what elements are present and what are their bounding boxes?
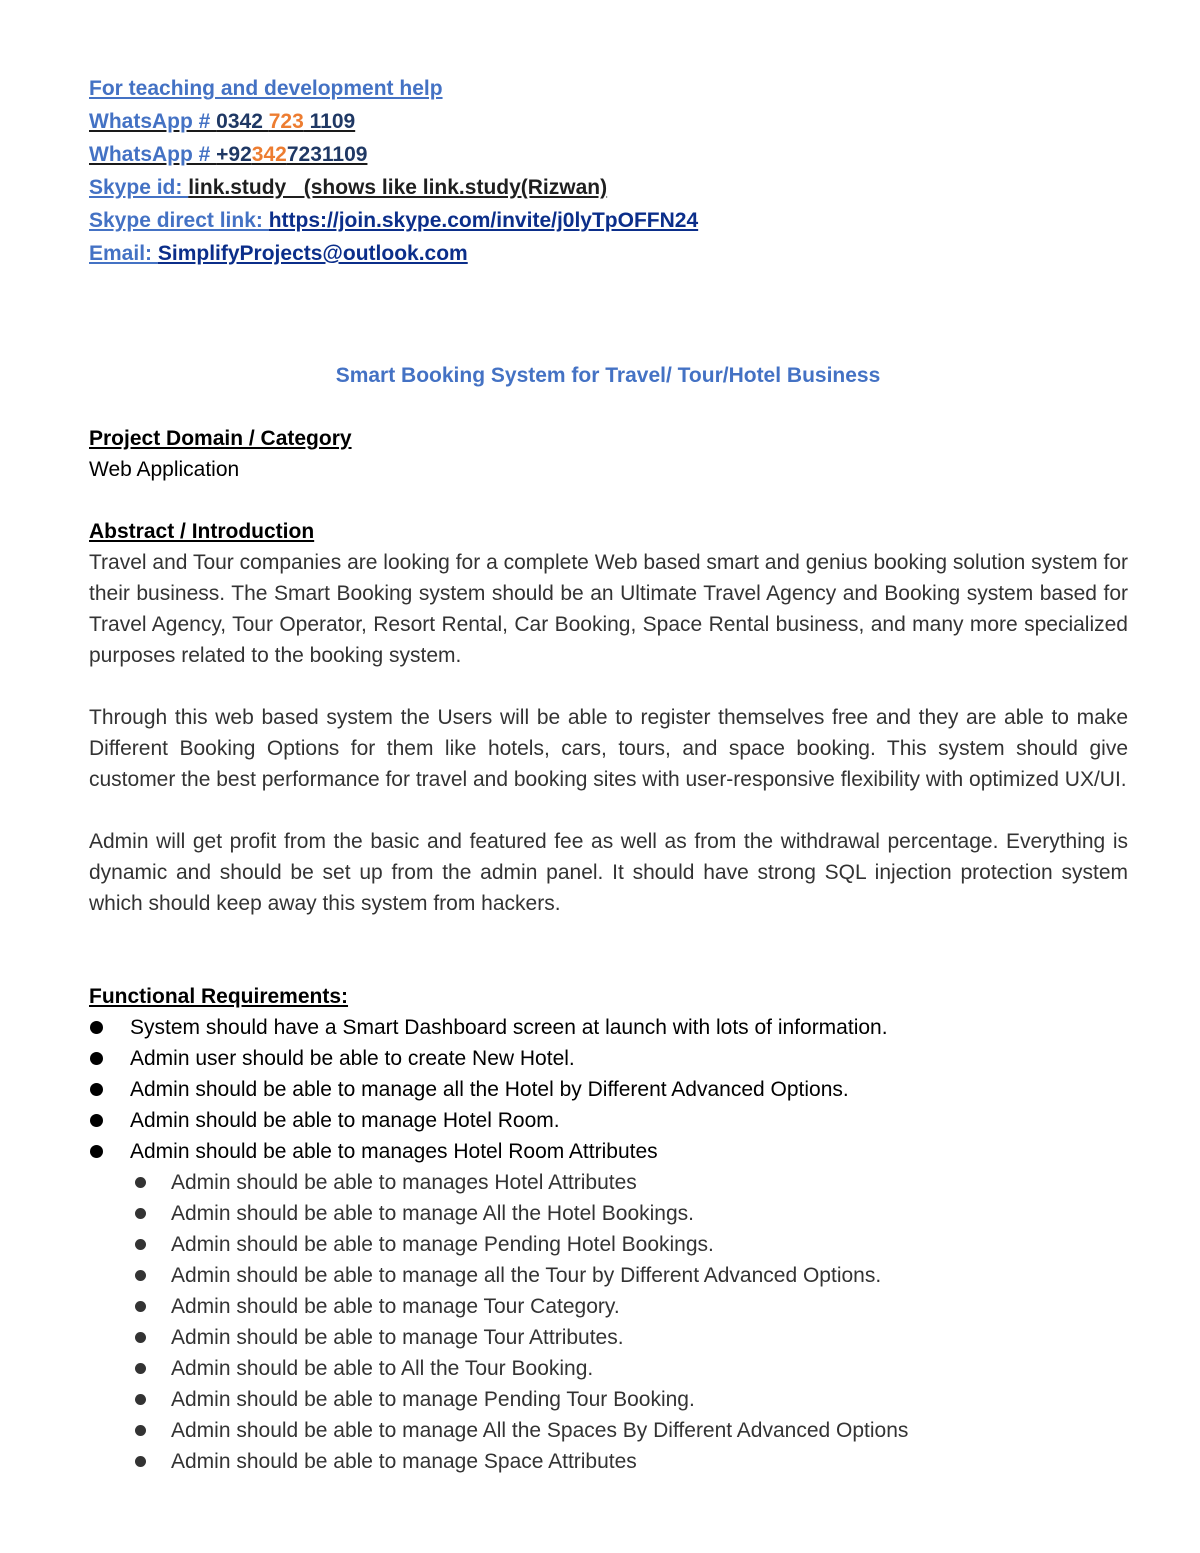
list-item: Admin should be able to manage all the Hotel by Different Advanced Options.	[89, 1074, 1128, 1105]
list-item: Admin should be able to manages Hotel Attributes	[89, 1167, 1128, 1198]
sub-requirements-list	[89, 1167, 1128, 1477]
list-item: Admin user should be able to create New Hotel.	[89, 1043, 1128, 1074]
domain-value: Web Application	[89, 458, 240, 481]
whatsapp-number-part: 1109	[303, 110, 356, 133]
bullet-icon	[135, 1270, 146, 1281]
functional-requirements-heading: Functional Requirements:	[89, 985, 349, 1008]
list-item: Admin should be able to manage Hotel Room.	[89, 1105, 1128, 1136]
bullet-icon	[135, 1208, 146, 1219]
list-item: Admin should be able to manage Space Attributes	[89, 1446, 1128, 1477]
bullet-icon	[135, 1177, 146, 1188]
bullet-icon	[90, 1052, 103, 1065]
whatsapp-number-part: 0342	[216, 110, 269, 133]
document-title: Smart Booking System for Travel/ Tour/Hotel Business	[335, 364, 881, 387]
list-item: Admin should be able to manage Pending Tour Booking.	[89, 1384, 1128, 1415]
list-item: System should have a Smart Dashboard screen at launch with lots of information.	[89, 1012, 1128, 1043]
bullet-icon	[90, 1083, 103, 1096]
list-item: Admin should be able to manage Tour Attributes.	[89, 1322, 1128, 1353]
whatsapp-number-part: 723	[268, 110, 304, 133]
bullet-icon	[135, 1332, 146, 1343]
whatsapp-number-part: 342	[251, 143, 287, 166]
bullet-icon	[135, 1363, 146, 1374]
list-item: Admin should be able to manage all the Tour by Different Advanced Options.	[89, 1260, 1128, 1291]
whatsapp-label: WhatsApp #	[89, 110, 217, 133]
bullet-icon	[90, 1114, 103, 1127]
abstract-paragraph: Through this web based system the Users will be able to register themselves free and they are able to make Different Booking Options for them like hotels, cars, tours, and space booking. This system should give customer the best performance for travel and booking sites with user-responsive flexibility with optimized UX/UI.	[89, 706, 1128, 791]
list-item: Admin should be able to manage All the Spaces By Different Advanced Options	[89, 1415, 1128, 1446]
whatsapp-label: WhatsApp #	[89, 143, 217, 166]
list-item: Admin should be able to manage All the Hotel Bookings.	[89, 1198, 1128, 1229]
abstract-paragraph: Admin will get profit from the basic and featured fee as well as from the withdrawal percentage. Everything is dynamic and should be set up from the admin panel. It should have strong SQL injection protection system which should keep away this system from hackers.	[89, 830, 1128, 915]
skype-link-label: Skype direct link:	[89, 209, 269, 232]
contact-block	[89, 74, 698, 272]
list-item: Admin should be able to manage Pending Hotel Bookings.	[89, 1229, 1128, 1260]
skype-id-label: Skype id:	[89, 176, 189, 199]
list-item: Admin should be able to manages Hotel Room Attributes	[89, 1136, 1128, 1167]
bullet-icon	[135, 1394, 146, 1405]
list-item: Admin should be able to manage Tour Category.	[89, 1291, 1128, 1322]
abstract-heading: Abstract / Introduction	[89, 520, 315, 543]
abstract-paragraph: Travel and Tour companies are looking for a complete Web based smart and genius booking solution system for their business. The Smart Booking system should be an Ultimate Travel Agency and Booking system based for Travel Agency, Tour Operator, Resort Rental, Car Booking, Space Rental business, and many more specialized purposes related to the booking system.	[89, 551, 1128, 667]
bullet-icon	[90, 1021, 103, 1034]
skype-invite-link[interactable]: https://join.skype.com/invite/j0lyTpOFFN24	[268, 209, 699, 232]
email-link[interactable]: SimplifyProjects@outlook.com	[157, 242, 468, 265]
requirements-list	[89, 1012, 1128, 1167]
list-item: Admin should be able to All the Tour Booking.	[89, 1353, 1128, 1384]
domain-heading: Project Domain / Category	[89, 427, 352, 450]
whatsapp-number-part: +92	[216, 143, 252, 166]
bullet-icon	[135, 1425, 146, 1436]
bullet-icon	[135, 1301, 146, 1312]
skype-id-line	[89, 173, 698, 206]
bullet-icon	[90, 1145, 103, 1158]
whatsapp-line-2	[89, 140, 698, 173]
whatsapp-number-part: 7231109	[286, 143, 368, 166]
teaching-help-line: For teaching and development help	[89, 77, 443, 100]
skype-link-line	[89, 206, 698, 239]
email-label: Email:	[89, 242, 158, 265]
email-line	[89, 239, 698, 272]
bullet-icon	[135, 1456, 146, 1467]
skype-id-value: link.study (shows like link.study(Rizwan)	[188, 176, 608, 199]
document-body	[89, 423, 1128, 1477]
bullet-icon	[135, 1239, 146, 1250]
whatsapp-line-1	[89, 107, 698, 140]
